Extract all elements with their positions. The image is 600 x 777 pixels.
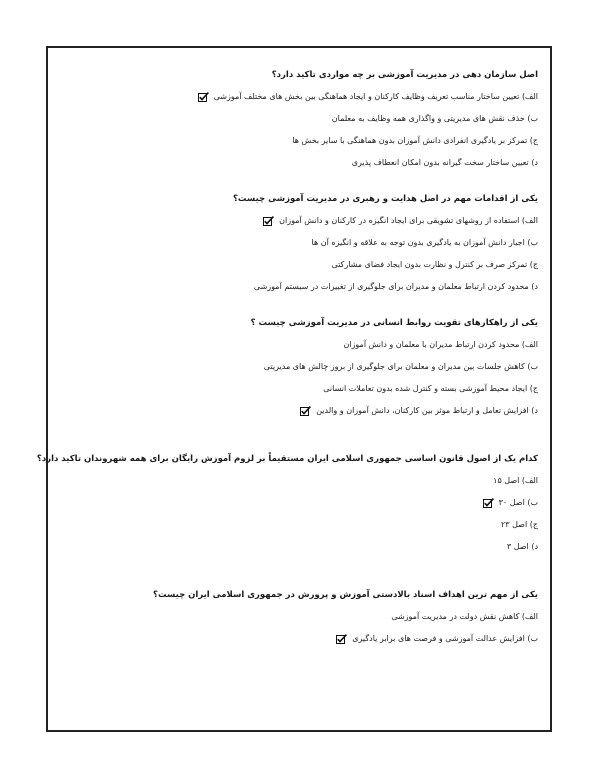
- option-item[interactable]: [64, 356, 538, 378]
- option-label: الف) اصل ۱۵: [493, 476, 538, 485]
- question-2: [64, 188, 538, 298]
- question-4: [36, 448, 538, 558]
- question-text: یکی از راهکارهای تقویت روابط انسانی در مدیریت آموزشی چیست ؟: [250, 318, 538, 328]
- option-label: الف) تعیین ساختار مناسب تعریف وظایف کارکنان و ایجاد هماهنگی بین بخش های مختلف آموزشی: [213, 92, 538, 101]
- checkmark-icon: [263, 216, 274, 226]
- option-label: د) افزایش تعامل و ارتباط موثر بین کارکنان، دانش آموزان و والدین: [316, 406, 538, 415]
- questions-container: [36, 64, 538, 650]
- option-item[interactable]: [64, 400, 538, 422]
- option-label: د) محدود کردن ارتباط معلمان و مدیران برای جلوگیری از تغییرات در سیستم آموزشی: [253, 282, 538, 291]
- option-label: الف) محدود کردن ارتباط مدیران با معلمان و دانش آموزان: [343, 340, 538, 349]
- option-item[interactable]: [64, 334, 538, 356]
- option-item[interactable]: [64, 536, 538, 558]
- option-item[interactable]: [64, 210, 538, 232]
- question-5: [64, 584, 538, 650]
- option-label: ب) اصل ۳۰: [498, 498, 538, 507]
- option-item[interactable]: [64, 254, 538, 276]
- option-item[interactable]: [64, 86, 538, 108]
- option-item[interactable]: [64, 152, 538, 174]
- question-text: یکی از مهم ترین اهداف اسناد بالادستی آموزش و پرورش در جمهوری اسلامی ایران چیست؟: [153, 590, 538, 600]
- option-label: ب) افزایش عدالت آموزشی و فرصت های برابر یادگیری: [352, 634, 538, 643]
- option-label: ب) کاهش جلسات بین مدیران و معلمان برای جلوگیری از بروز چالش های مدیریتی: [263, 362, 538, 371]
- option-label: ب) حذف نقش های مدیریتی و واگذاری همه وظایف به معلمان: [331, 114, 538, 123]
- option-item[interactable]: [64, 492, 538, 514]
- option-item[interactable]: [64, 606, 538, 628]
- checkmark-icon: [336, 634, 347, 644]
- checkmark-icon: [300, 406, 311, 416]
- option-label: ب) اجبار دانش آموزان به یادگیری بدون توجه به علاقه و انگیزه آن ها: [311, 238, 538, 247]
- option-item[interactable]: [64, 378, 538, 400]
- option-item[interactable]: [64, 108, 538, 130]
- option-label: ج) اصل ۲۳: [500, 520, 538, 529]
- option-item[interactable]: [64, 276, 538, 298]
- checkmark-icon: [198, 92, 209, 102]
- question-3: [64, 312, 538, 422]
- option-label: ج) ایجاد محیط آموزشی بسته و کنترل شده بدون تعاملات انسانی: [323, 384, 538, 393]
- question-text: اصل سازمان دهی در مدیریت آموزشی بر چه مواردی تاکید دارد؟: [271, 70, 538, 80]
- option-label: الف) کاهش نقش دولت در مدیریت آموزشی: [391, 612, 538, 621]
- option-label: ج) تمرکز صرف بر کنترل و نظارت بدون ایجاد فضای مشارکتی: [331, 260, 538, 269]
- option-item[interactable]: [64, 470, 538, 492]
- option-label: الف) استفاده از روشهای تشویقی برای ایجاد انگیزه در کارکنان و دانش آموزان: [279, 216, 538, 225]
- question-text: یکی از اقدامات مهم در اصل هدایت و رهبری در مدیریت آموزشی چیست؟: [232, 194, 538, 204]
- option-label: د) تعیین ساختار سخت گیرانه بدون امکان انعطاف پذیری: [351, 158, 538, 167]
- checkmark-icon: [483, 498, 494, 508]
- question-text: کدام یک از اصول قانون اساسی جمهوری اسلامی ایران مستقیماً بر لزوم آموزش رایگان برای همه شهروندان تاکید دارد؟: [36, 454, 538, 464]
- question-1: [64, 64, 538, 174]
- option-item[interactable]: [64, 232, 538, 254]
- option-item[interactable]: [64, 628, 538, 650]
- option-item[interactable]: [64, 514, 538, 536]
- option-item[interactable]: [64, 130, 538, 152]
- option-label: د) اصل ۳: [506, 542, 538, 551]
- option-label: ج) تمرکز بر یادگیری انفرادی دانش آموزان بدون هماهنگی با سایر بخش ها: [292, 136, 538, 145]
